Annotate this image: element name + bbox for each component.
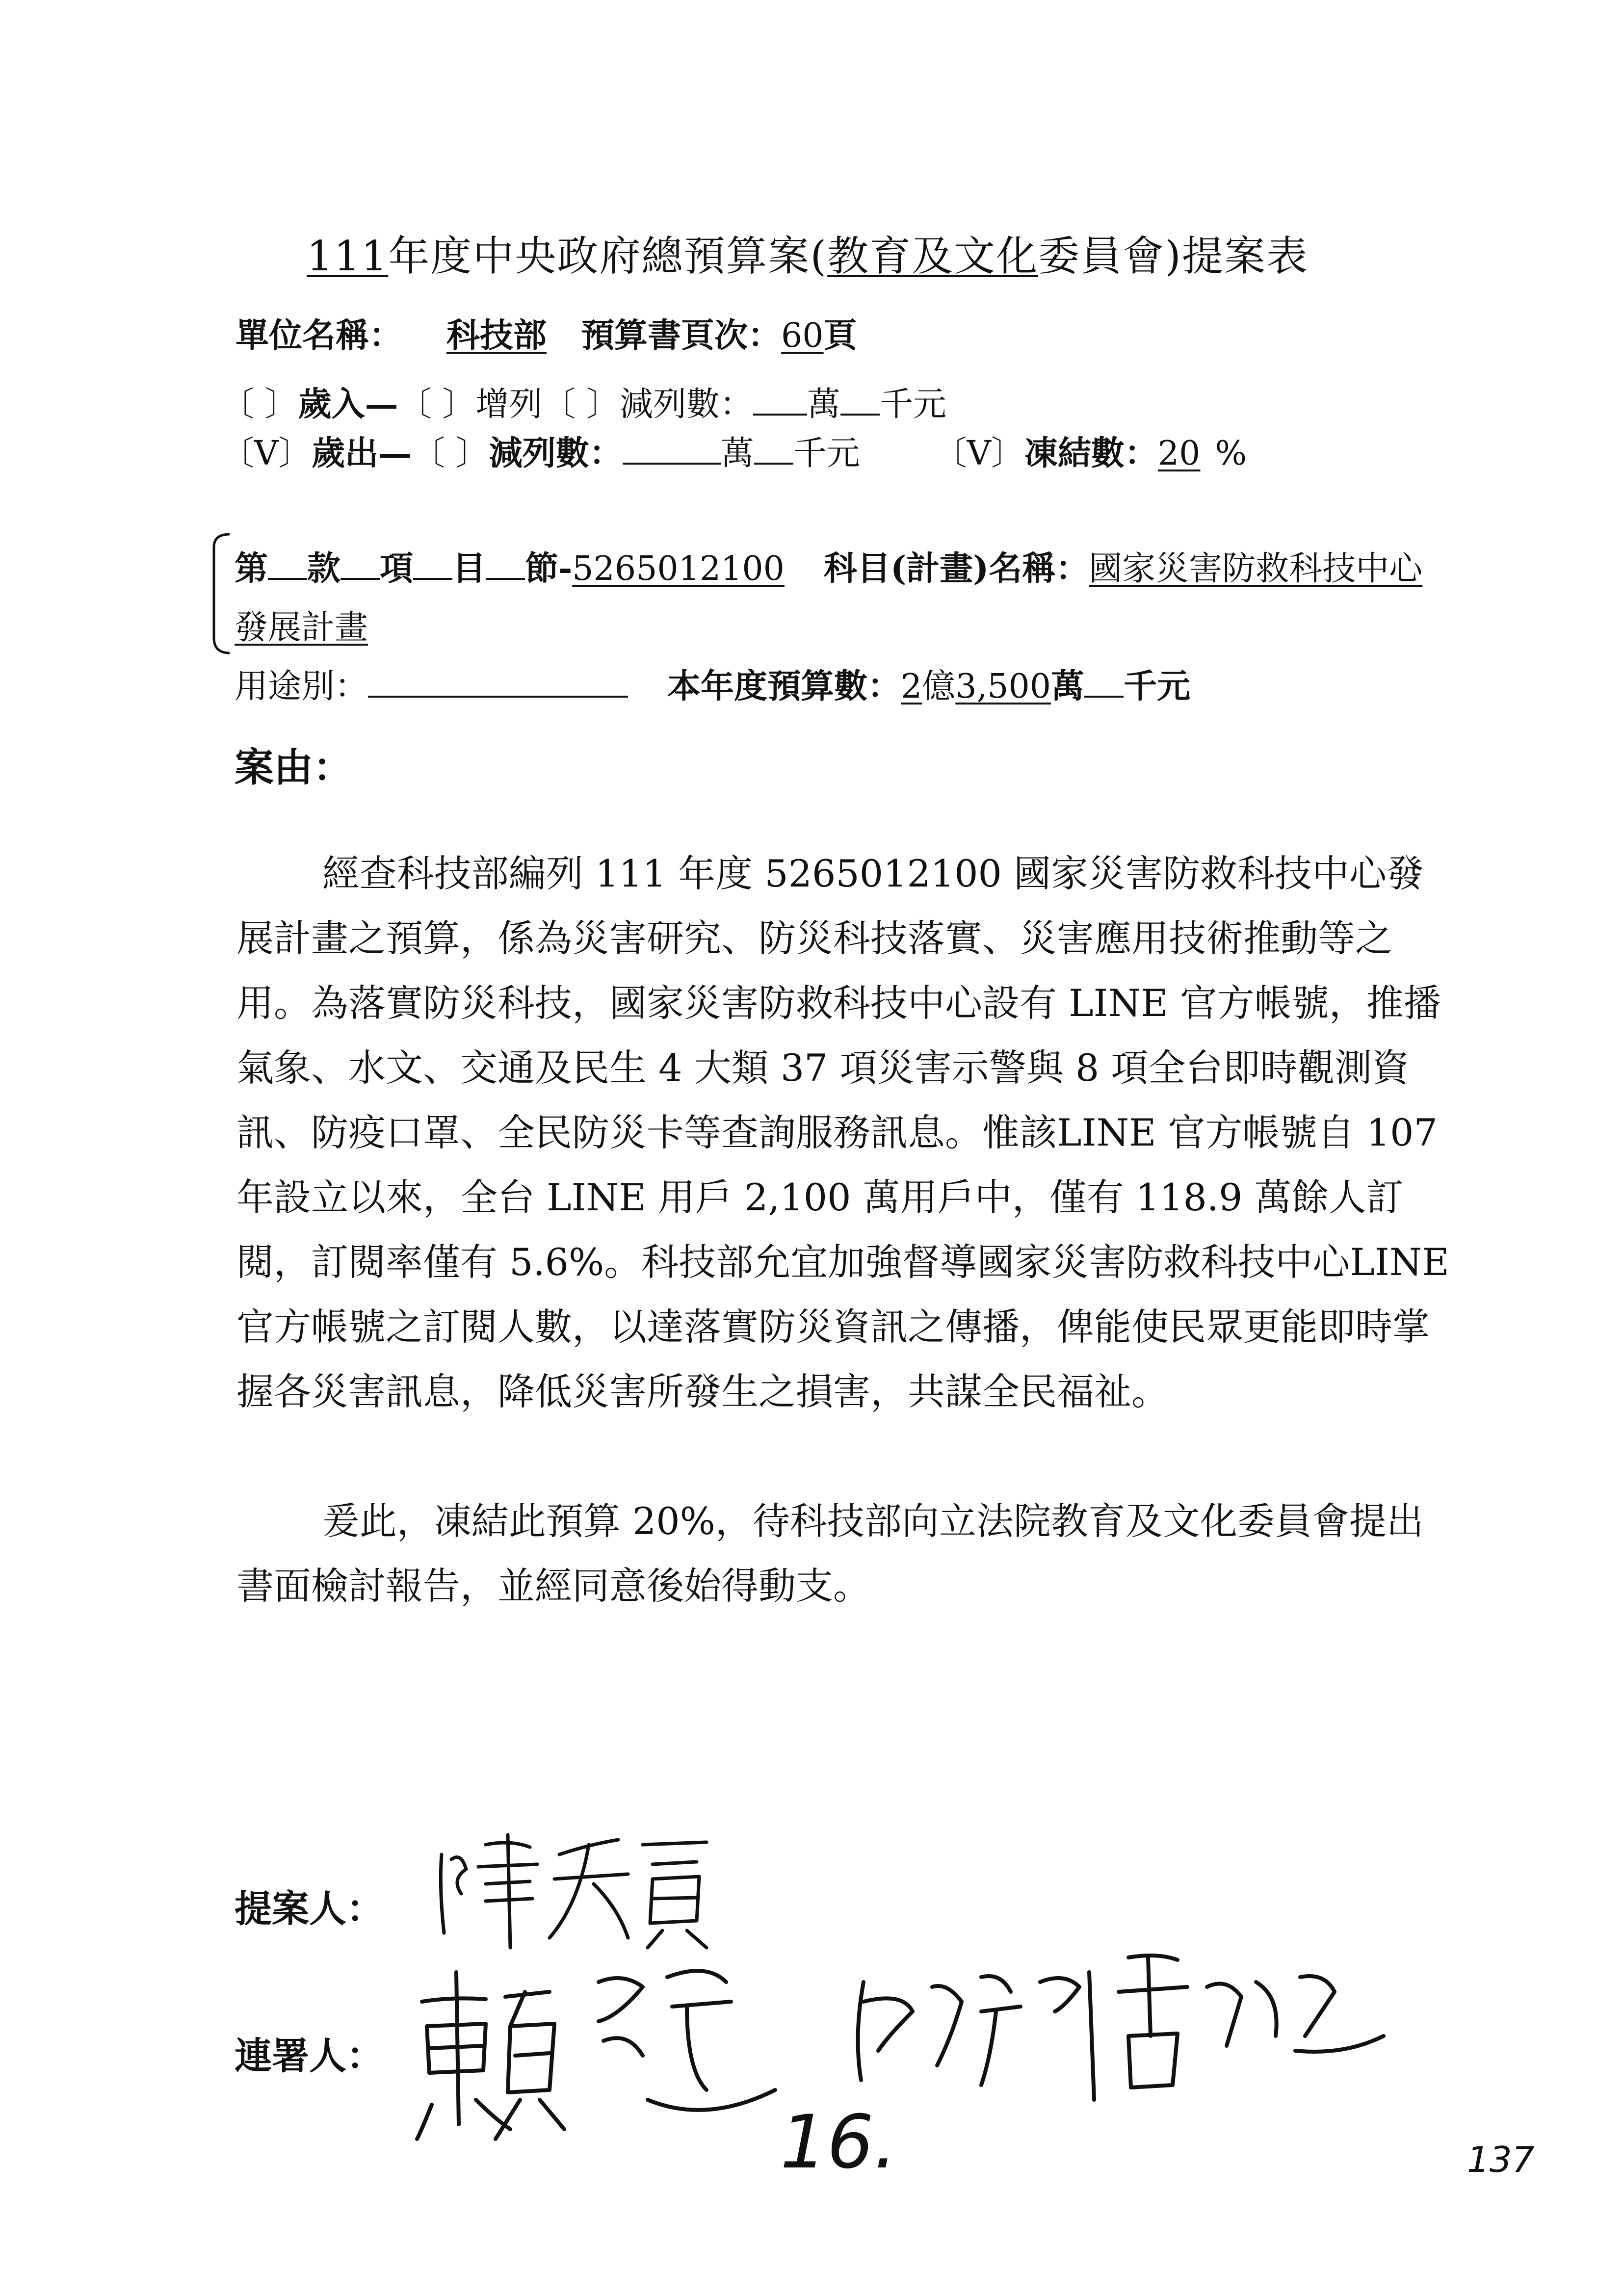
cosigner-label: 連署人： bbox=[235, 2034, 384, 2078]
xiang-unit: 項 bbox=[380, 549, 414, 588]
freeze-value: 20 bbox=[1157, 434, 1201, 473]
freeze-percent: % bbox=[1215, 434, 1247, 473]
reason-paragraph-2: 爰此，凍結此預算 20%，待科技部向立法院教育及文化委員會提出書面檢討報告，並經同意後始得動支。 bbox=[236, 1499, 1424, 1608]
mu-unit: 目 bbox=[452, 549, 486, 588]
cosigner-2-signature bbox=[834, 1938, 1398, 2124]
subject-label: 科目(計畫)名稱： bbox=[823, 549, 1089, 588]
revenue-wan: 萬 bbox=[807, 385, 840, 424]
item-row bbox=[235, 542, 1422, 590]
budget-page-value: 60 bbox=[781, 316, 824, 355]
budget-page-label: 預算書頁次： bbox=[581, 316, 782, 355]
increase-checkbox: 〔 〕 bbox=[398, 385, 476, 424]
budget-yi-unit: 億 bbox=[922, 667, 956, 706]
unit-name: 科技部 bbox=[446, 316, 547, 355]
revenue-qian-blank bbox=[840, 380, 880, 416]
document-title bbox=[307, 223, 1309, 283]
handwritten-number: 16. bbox=[780, 2100, 897, 2185]
freeze-checkbox: 〔V〕 bbox=[933, 434, 1024, 473]
expense-qian: 千元 bbox=[793, 434, 860, 473]
subject-line2: 發展計畫 bbox=[235, 608, 368, 647]
budget-wan-value: 3,500 bbox=[955, 667, 1051, 706]
expense-decrease-checkbox: 〔 〕 bbox=[412, 434, 489, 473]
kuan-label: 第 bbox=[235, 549, 268, 588]
revenue-qian: 千元 bbox=[879, 385, 946, 424]
reason-label: 案由： bbox=[235, 744, 352, 790]
mu-blank bbox=[413, 545, 452, 580]
unit-label: 單位名稱： bbox=[236, 316, 403, 355]
reason-body bbox=[236, 841, 1453, 1618]
usage-blank bbox=[368, 662, 628, 698]
title-middle: 年度中央政府總預算案( bbox=[388, 232, 828, 280]
expense-decrease-label: 減列數： bbox=[489, 434, 623, 473]
title-committee: 教育及文化 bbox=[827, 232, 1039, 280]
jie-unit: 節- bbox=[525, 549, 573, 588]
kuan-unit: 款 bbox=[307, 549, 341, 588]
freeze-label: 凍結數： bbox=[1024, 434, 1158, 473]
expense-checkbox: 〔V〕 bbox=[221, 434, 312, 473]
xiang-blank bbox=[341, 545, 380, 580]
revenue-label: 歲入— bbox=[298, 385, 398, 424]
revenue-row bbox=[221, 378, 946, 425]
kuan-blank bbox=[268, 545, 307, 580]
page-number: 137 bbox=[1467, 2139, 1535, 2180]
expense-wan: 萬 bbox=[720, 434, 754, 473]
unit-row bbox=[236, 309, 857, 357]
usage-label: 用途別： bbox=[235, 667, 368, 706]
expense-row bbox=[221, 427, 1247, 474]
annual-budget-label: 本年度預算數： bbox=[667, 667, 901, 706]
budget-yi-value: 2 bbox=[901, 667, 922, 706]
subject-continuation bbox=[235, 601, 368, 649]
budget-qian-blank bbox=[1084, 662, 1124, 698]
expense-label: 歲出— bbox=[312, 434, 412, 473]
reason-paragraph-1: 經查科技部編列 111 年度 5265012100 國家災害防救科技中心發展計畫之預算，係為災害研究、防災科技落實、災害應用技術推動等之用。為落實防災科技，國家災害防救科技中心設有 LINE 官方帳號，推播氣象、水文、交通及民生 4 大類 37 項災害示警與 8 項全台即時觀測資訊、防疫口罩、全民防災卡等查詢服務訊息。惟該LINE 官方帳號自 107 年設立以來，全台 LINE 用戶 2,100 萬用戶中，僅有 118.9 萬餘人訂閱，訂閱率僅有 5.6%。科技部允宜加強督導國家災害防救科技中心LINE 官方帳號之訂閱人數，以達落實防災資訊之傳播，俾能使民眾更能即時掌握各災害訊息，降低災害所發生之損害，共謀全民福祉。 bbox=[236, 852, 1449, 1413]
expense-qian-blank bbox=[754, 429, 793, 465]
jie-blank bbox=[486, 545, 525, 580]
revenue-wan-blank bbox=[753, 380, 807, 416]
title-end: 委員會)提案表 bbox=[1038, 232, 1309, 280]
decrease-label: 減列數： bbox=[619, 385, 753, 424]
proposer-signature bbox=[432, 1825, 726, 1953]
decrease-checkbox: 〔 〕 bbox=[542, 385, 620, 424]
item-brace bbox=[211, 532, 231, 655]
item-code: 5265012100 bbox=[572, 549, 785, 588]
revenue-checkbox: 〔 〕 bbox=[221, 385, 298, 424]
proposer-label: 提案人： bbox=[235, 1887, 384, 1931]
budget-qian-unit: 千元 bbox=[1124, 667, 1191, 706]
budget-page-unit: 頁 bbox=[823, 316, 857, 355]
expense-wan-blank bbox=[623, 429, 721, 465]
usage-row bbox=[235, 660, 1190, 707]
title-year: 111 bbox=[307, 232, 389, 280]
cosigner-1-signature bbox=[412, 1943, 785, 2149]
budget-wan-unit: 萬 bbox=[1050, 667, 1084, 706]
subject-line1: 國家災害防救科技中心 bbox=[1089, 549, 1423, 588]
increase-label: 增列 bbox=[475, 385, 543, 424]
